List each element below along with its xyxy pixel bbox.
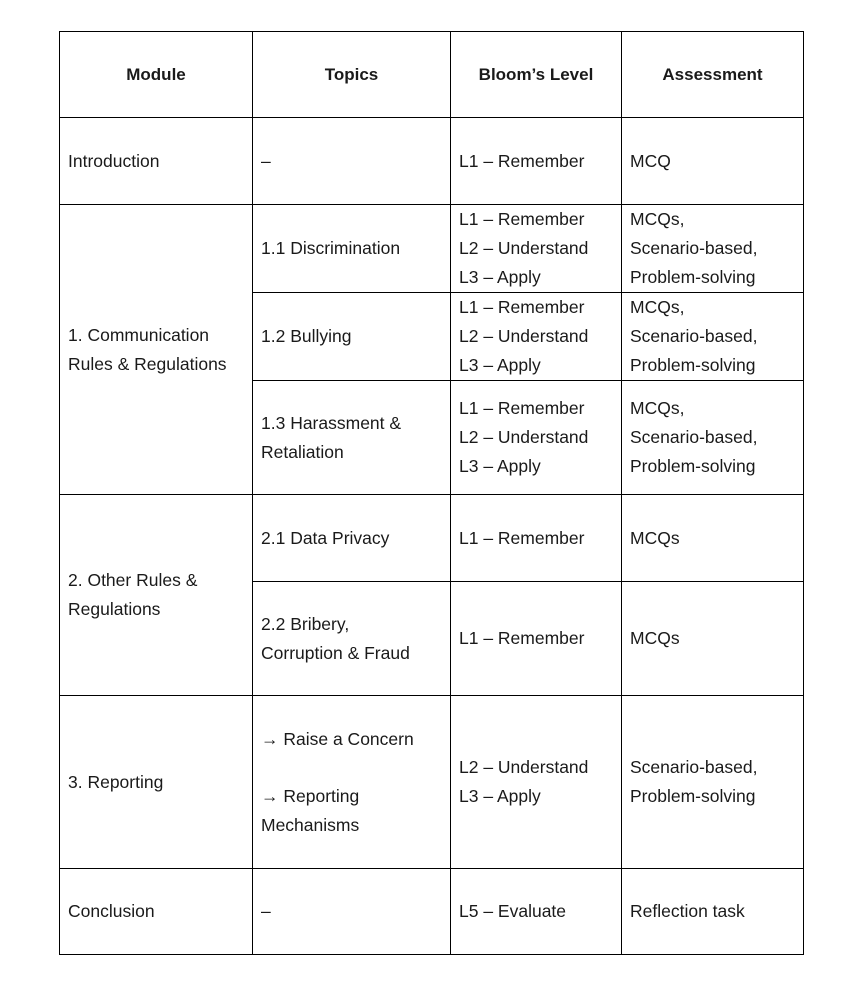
topic-line: → Reporting	[261, 785, 360, 806]
module-cell: 3. Reporting	[60, 696, 253, 869]
level-line: L3 – Apply	[459, 355, 541, 375]
topic-cell	[253, 381, 451, 495]
topic-line: Retaliation	[261, 441, 344, 462]
level-cell: L5 – Evaluate	[451, 869, 622, 955]
assessment-line: Scenario-based,	[630, 757, 758, 777]
topic-cell	[253, 582, 451, 696]
assessment-line: MCQs,	[630, 398, 685, 418]
table-row-data-privacy	[60, 495, 804, 582]
level-cell	[451, 205, 622, 293]
assessment-cell: MCQs	[622, 495, 804, 582]
module-line: Regulations	[68, 599, 161, 619]
level-line: L3 – Apply	[459, 456, 541, 476]
topic-line: Mechanisms	[261, 814, 360, 835]
assessment-cell	[622, 293, 804, 381]
assessment-cell: MCQ	[622, 118, 804, 205]
assessment-line: Problem-solving	[630, 456, 756, 476]
level-line: L1 – Remember	[459, 297, 585, 317]
level-line: L1 – Remember	[459, 398, 585, 418]
table-row-reporting	[60, 696, 804, 869]
module-cell: Introduction	[60, 118, 253, 205]
level-cell: L1 – Remember	[451, 582, 622, 696]
topic-cell	[253, 696, 451, 869]
assessment-line: Scenario-based,	[630, 427, 758, 447]
topic-line: 2.2 Bribery,	[261, 613, 350, 634]
topic-cell: –	[253, 869, 451, 955]
topic-cell: 2.1 Data Privacy	[253, 495, 451, 582]
assessment-line: Scenario-based,	[630, 326, 758, 346]
assessment-line: Problem-solving	[630, 355, 756, 375]
topic-cell: –	[253, 118, 451, 205]
assessment-cell	[622, 381, 804, 495]
curriculum-table	[59, 31, 804, 955]
assessment-cell: Reflection task	[622, 869, 804, 955]
topic-line: Corruption & Fraud	[261, 642, 410, 663]
header-blooms-level: Bloom’s Level	[451, 32, 622, 118]
level-line: L2 – Understand	[459, 757, 589, 777]
header-assessment: Assessment	[622, 32, 804, 118]
topic-cell: 1.1 Discrimination	[253, 205, 451, 293]
level-line: L3 – Apply	[459, 267, 541, 287]
table-row-discrimination	[60, 205, 804, 293]
level-line: L3 – Apply	[459, 786, 541, 806]
assessment-line: MCQs,	[630, 297, 685, 317]
assessment-line: Scenario-based,	[630, 238, 758, 258]
module-line: Rules & Regulations	[68, 353, 227, 374]
level-cell: L1 – Remember	[451, 495, 622, 582]
assessment-cell	[622, 205, 804, 293]
assessment-line: Problem-solving	[630, 786, 756, 806]
module-cell	[60, 205, 253, 495]
module-line: 1. Communication	[68, 324, 210, 345]
level-line: L2 – Understand	[459, 238, 589, 258]
level-line: L2 – Understand	[459, 326, 589, 346]
level-line: L2 – Understand	[459, 427, 589, 447]
assessment-line: MCQs,	[630, 209, 685, 229]
level-cell	[451, 696, 622, 869]
level-line: L1 – Remember	[459, 209, 585, 229]
level-cell	[451, 381, 622, 495]
module-line: 2. Other Rules &	[68, 570, 198, 590]
header-topics: Topics	[253, 32, 451, 118]
module-cell: Conclusion	[60, 869, 253, 955]
table-row-conclusion	[60, 869, 804, 955]
module-cell	[60, 495, 253, 696]
level-cell	[451, 293, 622, 381]
topic-line: → Raise a Concern	[261, 728, 414, 749]
topic-cell: 1.2 Bullying	[253, 293, 451, 381]
header-module: Module	[60, 32, 253, 118]
topic-line: 1.3 Harassment &	[261, 412, 402, 433]
header-row	[60, 32, 804, 118]
assessment-line: Problem-solving	[630, 267, 756, 287]
level-cell: L1 – Remember	[451, 118, 622, 205]
table-row-introduction	[60, 118, 804, 205]
spacer	[261, 754, 442, 782]
assessment-cell	[622, 696, 804, 869]
assessment-cell: MCQs	[622, 582, 804, 696]
